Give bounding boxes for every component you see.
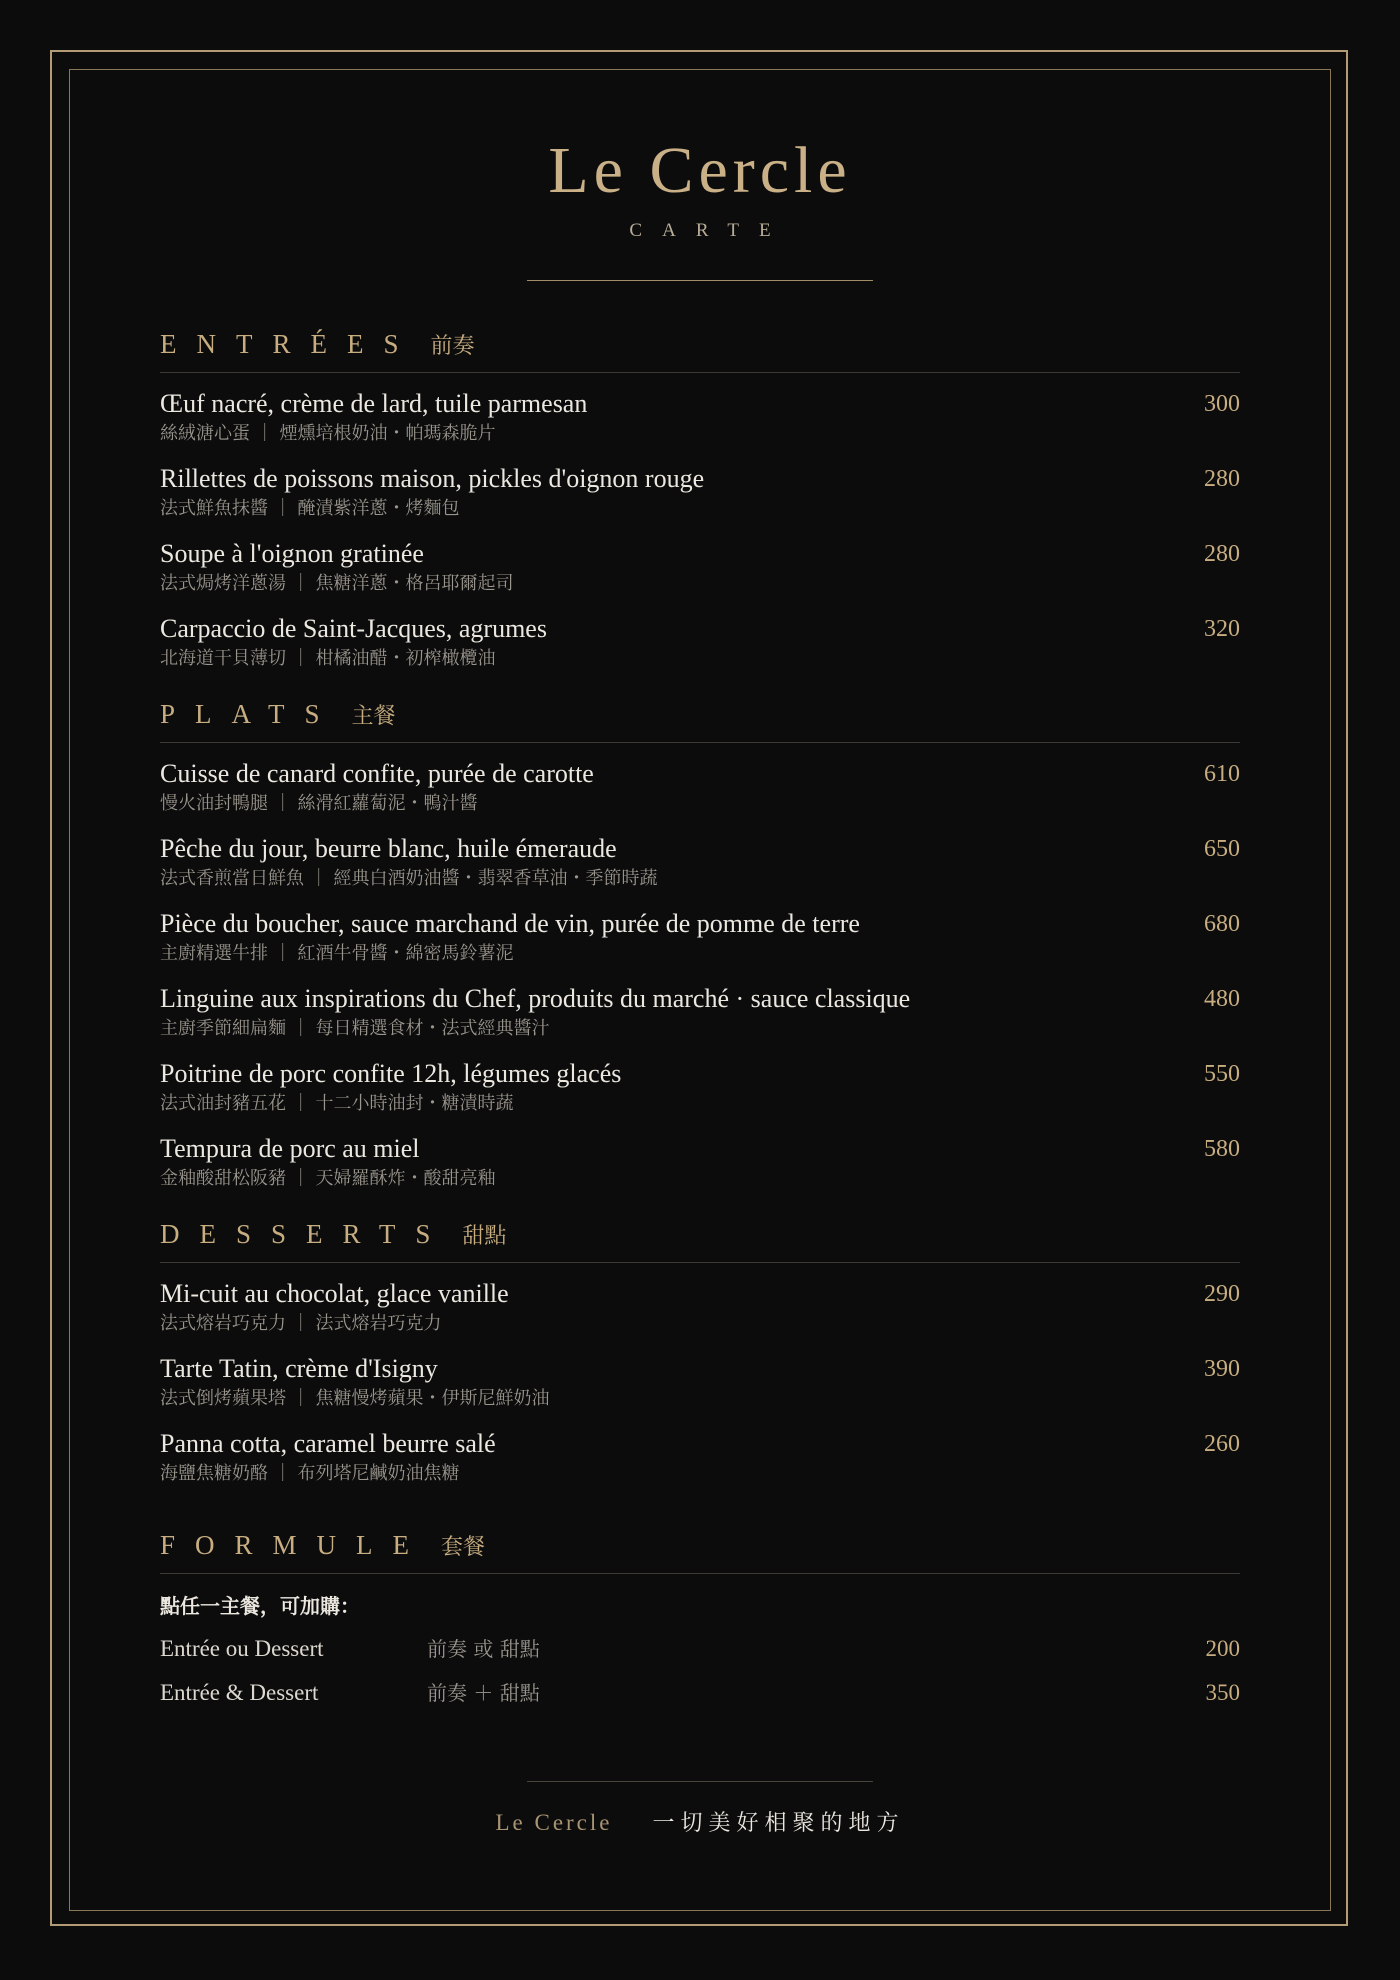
item-name: Carpaccio de Saint-Jacques, agrumes bbox=[160, 614, 547, 643]
item-name: Panna cotta, caramel beurre salé bbox=[160, 1429, 496, 1458]
item-description: 海鹽焦糖奶酪 ｜ 布列塔尼鹹奶油焦糖 bbox=[160, 1463, 460, 1484]
menu-item bbox=[160, 612, 1240, 687]
section-title-fr: DESSERTS bbox=[160, 1219, 451, 1249]
item-price: 280 bbox=[1204, 541, 1240, 567]
item-name: Soupe à l'oignon gratinée bbox=[160, 539, 424, 568]
section-title-fr: ENTRÉES bbox=[160, 329, 419, 359]
item-name: Tempura de porc au miel bbox=[160, 1134, 420, 1163]
section-plats bbox=[160, 699, 1240, 1207]
item-list bbox=[160, 387, 1240, 687]
item-price: 320 bbox=[1204, 616, 1240, 642]
section-heading bbox=[160, 1530, 1240, 1574]
menu-item bbox=[160, 387, 1240, 462]
item-description: 法式熔岩巧克力 ｜ 法式熔岩巧克力 bbox=[160, 1313, 442, 1334]
footer-tagline: 一切美好相聚的地方 bbox=[652, 1811, 905, 1836]
menu-item bbox=[160, 462, 1240, 537]
option-name-fr: Entrée & Dessert bbox=[160, 1680, 319, 1705]
section-heading bbox=[160, 329, 1240, 373]
section-title-zh: 前奏 bbox=[430, 334, 475, 359]
formule-option bbox=[160, 1677, 1240, 1721]
item-name: Cuisse de canard confite, purée de carotte bbox=[160, 759, 594, 788]
menu-item bbox=[160, 1132, 1240, 1207]
section-title-fr: PLATS bbox=[160, 699, 340, 729]
menu-item bbox=[160, 832, 1240, 907]
formule-options bbox=[160, 1633, 1240, 1721]
footer bbox=[160, 1781, 1240, 1837]
item-description: 法式焗烤洋蔥湯 ｜ 焦糖洋蔥・格呂耶爾起司 bbox=[160, 573, 514, 594]
item-list bbox=[160, 757, 1240, 1207]
item-name: Poitrine de porc confite 12h, légumes glacés bbox=[160, 1059, 622, 1088]
menu-item bbox=[160, 1427, 1240, 1502]
section-formule bbox=[160, 1530, 1240, 1721]
footer-brand: Le Cercle bbox=[495, 1810, 613, 1835]
menu-subtitle: CARTE bbox=[629, 220, 791, 241]
formule-note: 點任一主餐，可加購： bbox=[160, 1594, 360, 1618]
item-price: 300 bbox=[1204, 391, 1240, 417]
item-description: 主廚季節細扁麵 ｜ 每日精選食材・法式經典醬汁 bbox=[160, 1018, 550, 1039]
section-desserts bbox=[160, 1219, 1240, 1502]
item-description: 北海道干貝薄切 ｜ 柑橘油醋・初榨橄欖油 bbox=[160, 648, 496, 669]
section-title-zh: 甜點 bbox=[462, 1224, 507, 1249]
section-entrees bbox=[160, 329, 1240, 687]
option-name-zh: 前奏 或 甜點 bbox=[427, 1637, 540, 1661]
item-description: 金釉酸甜松阪豬 ｜ 天婦羅酥炸・酸甜亮釉 bbox=[160, 1168, 496, 1189]
item-description: 法式倒烤蘋果塔 ｜ 焦糖慢烤蘋果・伊斯尼鮮奶油 bbox=[160, 1388, 550, 1409]
item-name: Rillettes de poissons maison, pickles d'oignon rouge bbox=[160, 464, 705, 493]
item-price: 390 bbox=[1204, 1356, 1240, 1382]
option-price: 350 bbox=[1205, 1680, 1240, 1705]
section-heading bbox=[160, 1219, 1240, 1263]
option-name-fr: Entrée ou Dessert bbox=[160, 1636, 324, 1661]
option-price: 200 bbox=[1205, 1636, 1240, 1661]
header-divider bbox=[527, 280, 873, 281]
menu-item bbox=[160, 1352, 1240, 1427]
brand-title: Le Cercle bbox=[548, 134, 852, 207]
item-name: Mi-cuit au chocolat, glace vanille bbox=[160, 1279, 509, 1308]
item-description: 慢火油封鴨腿 ｜ 絲滑紅蘿蔔泥・鴨汁醬 bbox=[160, 793, 478, 814]
section-heading bbox=[160, 699, 1240, 743]
footer-line bbox=[160, 1806, 1240, 1837]
section-title-fr: FORMULE bbox=[160, 1530, 430, 1560]
item-name: Pièce du boucher, sauce marchand de vin, purée de pomme de terre bbox=[160, 909, 860, 938]
option-name-zh: 前奏 ＋ 甜點 bbox=[427, 1681, 540, 1705]
menu-item bbox=[160, 982, 1240, 1057]
item-price: 550 bbox=[1204, 1061, 1240, 1087]
menu-item bbox=[160, 1277, 1240, 1352]
item-price: 480 bbox=[1204, 986, 1240, 1012]
item-description: 法式香煎當日鮮魚 ｜ 經典白酒奶油醬・翡翠香草油・季節時蔬 bbox=[160, 868, 658, 889]
item-price: 290 bbox=[1204, 1281, 1240, 1307]
menu-item bbox=[160, 537, 1240, 612]
item-price: 580 bbox=[1204, 1136, 1240, 1162]
item-name: Linguine aux inspirations du Chef, produits du marché · sauce classique bbox=[160, 984, 911, 1013]
formule-option bbox=[160, 1633, 1240, 1677]
item-price: 650 bbox=[1204, 836, 1240, 862]
item-price: 260 bbox=[1204, 1431, 1240, 1457]
item-description: 主廚精選牛排 ｜ 紅酒牛骨醬・綿密馬鈴薯泥 bbox=[160, 943, 514, 964]
footer-divider bbox=[527, 1781, 873, 1782]
menu-item bbox=[160, 757, 1240, 832]
item-name: Tarte Tatin, crème d'Isigny bbox=[160, 1354, 438, 1383]
item-description: 法式鮮魚抹醬 ｜ 醃漬紫洋蔥・烤麵包 bbox=[160, 498, 460, 519]
item-price: 610 bbox=[1204, 761, 1240, 787]
item-description: 絲絨溏心蛋 ｜ 煙燻培根奶油・帕瑪森脆片 bbox=[160, 423, 496, 444]
item-name: Pêche du jour, beurre blanc, huile émeraude bbox=[160, 834, 617, 863]
menu-content bbox=[160, 120, 1240, 1837]
item-name: Œuf nacré, crème de lard, tuile parmesan bbox=[160, 389, 588, 418]
item-description: 法式油封豬五花 ｜ 十二小時油封・糖漬時蔬 bbox=[160, 1093, 514, 1114]
item-list bbox=[160, 1277, 1240, 1502]
section-title-zh: 套餐 bbox=[441, 1535, 486, 1560]
menu-item bbox=[160, 1057, 1240, 1132]
section-title-zh: 主餐 bbox=[351, 704, 396, 729]
item-price: 280 bbox=[1204, 466, 1240, 492]
item-price: 680 bbox=[1204, 911, 1240, 937]
menu-item bbox=[160, 907, 1240, 982]
